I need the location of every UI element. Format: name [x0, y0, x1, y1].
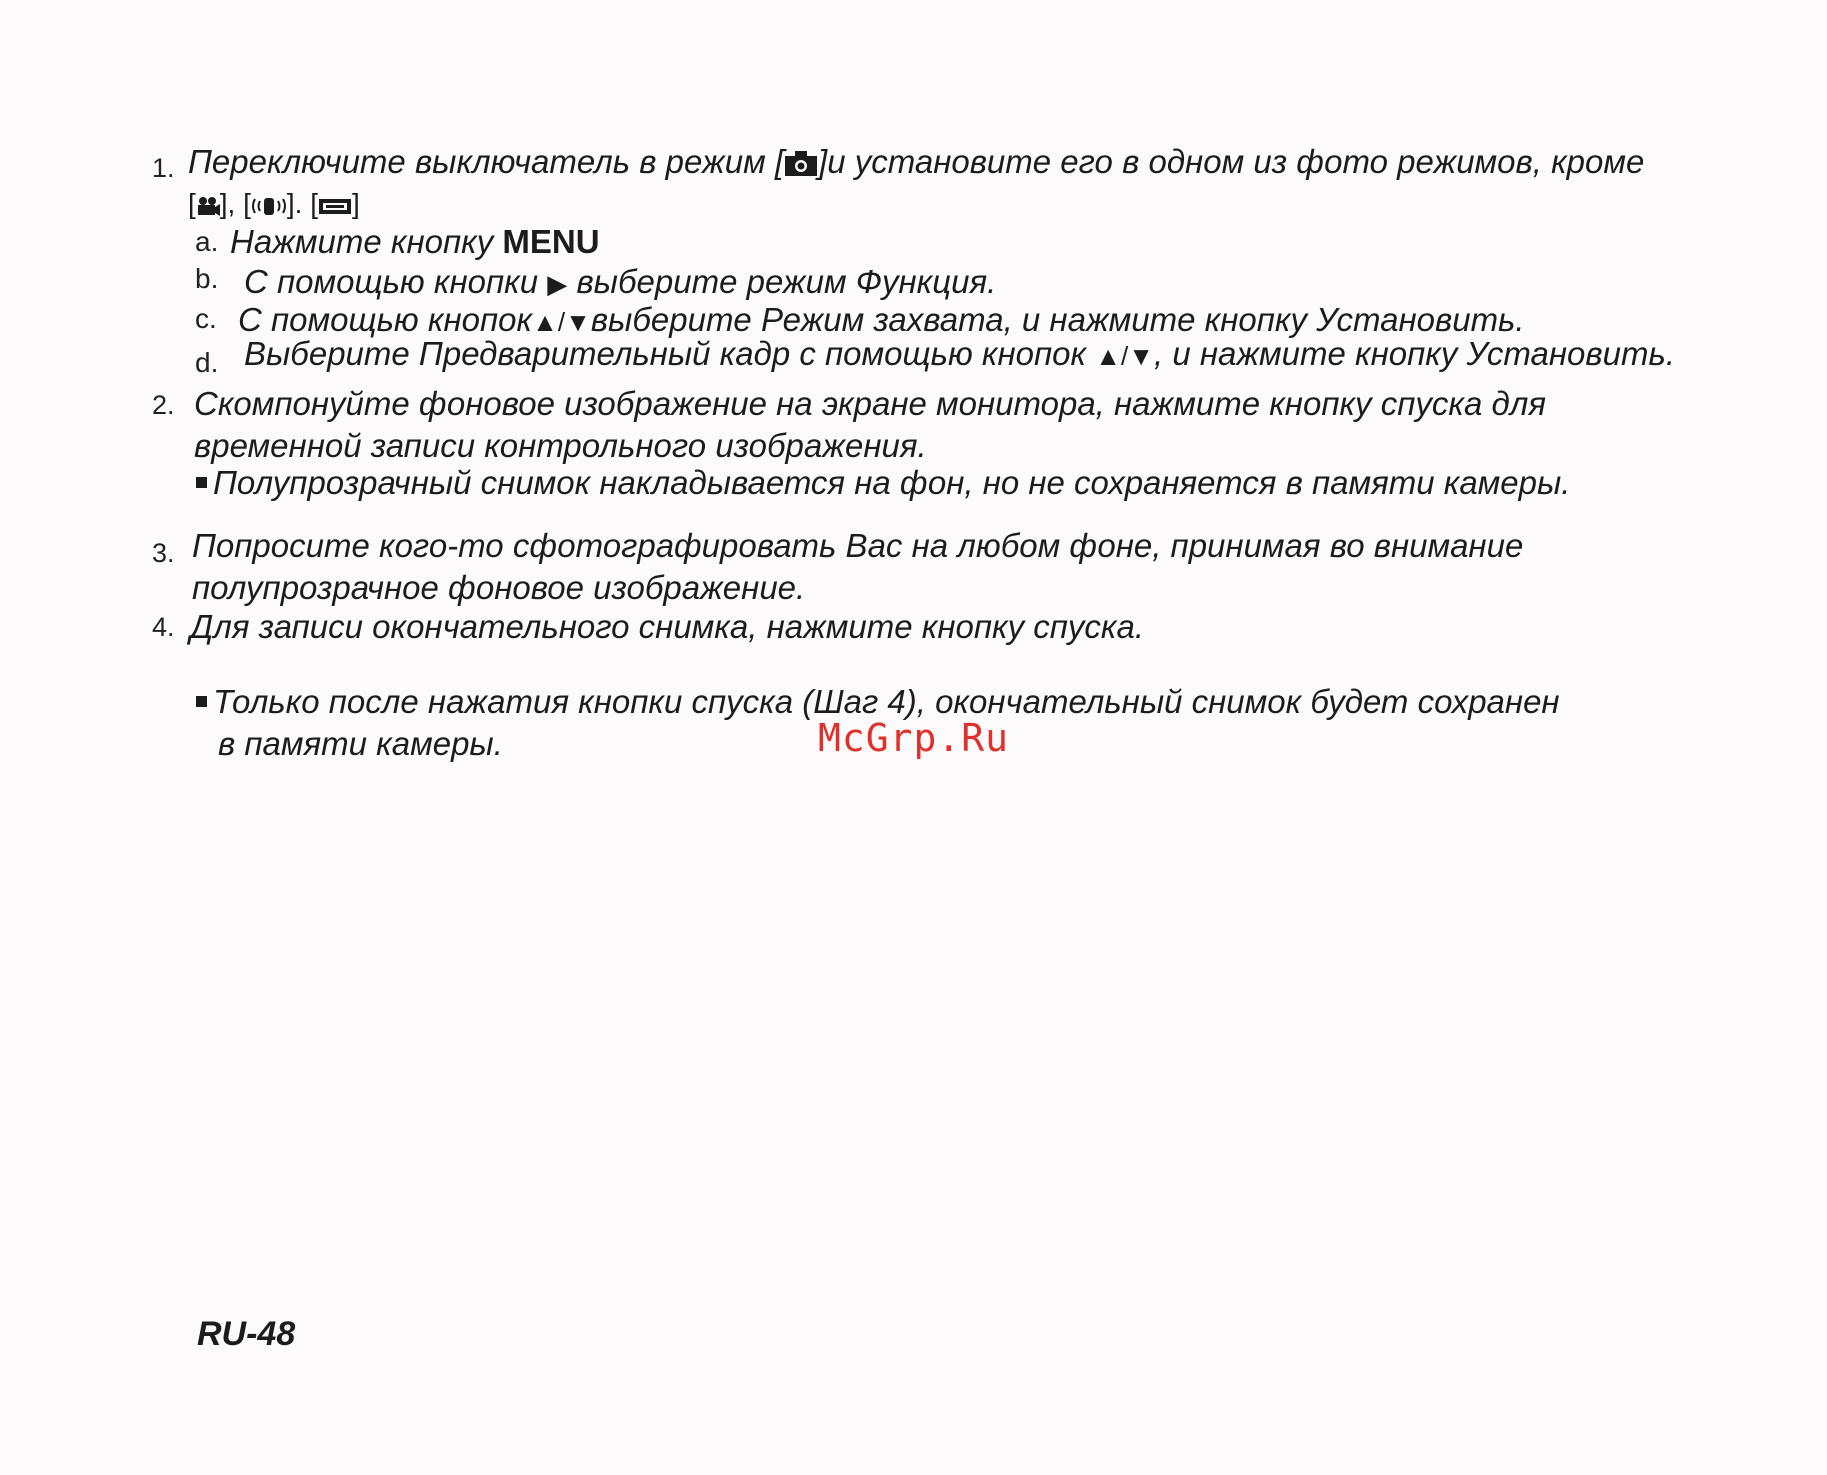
bracket-close: ]: [352, 188, 360, 219]
camera-icon: [784, 149, 818, 177]
step-1-number: 1.: [152, 153, 175, 183]
step-1-text-a: Переключите выключатель в режим [: [188, 143, 785, 180]
substep-b-text-a: С помощью кнопки: [244, 263, 548, 300]
up-down-arrow-icons: ▲/▼: [532, 307, 591, 337]
bracket-open: [: [188, 188, 196, 219]
step-1-text-b: ]и установите его в одном из фото режимов, кроме: [818, 143, 1645, 180]
step-4-line-1: Для записи окончательного снимка, нажмите кнопку спуска.: [190, 608, 1145, 645]
step-2-note: [196, 463, 1570, 503]
step-4-number: 4.: [152, 612, 175, 642]
step-1-modes: [188, 184, 360, 224]
substep-c-text-b: выберите Режим захвата, и нажмите кнопку Установить.: [590, 301, 1525, 338]
substep-b-line: [244, 262, 996, 304]
watermark: McGrp.Ru: [818, 716, 1010, 760]
step-2-line-1: Скомпонуйте фоновое изображение на экране монитора, нажмите кнопку спуска для: [194, 385, 1546, 422]
final-note-line-2: в памяти камеры.: [218, 725, 503, 762]
substep-d-label: d.: [195, 347, 219, 378]
menu-button-label: MENU: [502, 223, 600, 260]
movie-icon: [196, 195, 220, 217]
step-1-line-1: [188, 142, 1644, 182]
substep-a-line: [230, 222, 600, 262]
step-2-number: 2.: [152, 390, 175, 420]
substep-c-text-a: С помощью кнопок: [238, 301, 533, 338]
step-3-line-1: Попросите кого-то сфотографировать Вас на любом фоне, принимая во внимание: [192, 527, 1524, 564]
substep-a-label: a.: [195, 226, 219, 257]
substep-c-label: c.: [195, 303, 217, 334]
up-down-arrow-icons: ▲/▼: [1095, 341, 1154, 371]
bullet-square: [196, 696, 207, 707]
substep-a-text: Нажмите кнопку: [230, 223, 503, 260]
substep-b-label: b.: [195, 263, 219, 294]
step-3-number: 3.: [152, 538, 175, 568]
substep-d-line: [244, 334, 1675, 376]
stabilizer-icon: [251, 195, 287, 217]
step-3-line-2: полупрозрачное фоновое изображение.: [192, 569, 806, 606]
final-note-text-1: Только после нажатия кнопки спуска (Шаг 4), окончательный снимок будет сохранен: [213, 683, 1560, 720]
panorama-icon: [318, 195, 352, 217]
step-2-line-2: временной записи контрольного изображения.: [194, 427, 927, 464]
substep-b-text-b: выберите режим Функция.: [567, 263, 997, 300]
right-arrow-icon: ▶: [547, 269, 568, 299]
bullet-square: [196, 477, 207, 488]
substep-d-text-a: Выберите Предварительный кадр с помощью кнопок: [244, 335, 1096, 372]
separator-1: ], [: [219, 188, 251, 219]
page-number: RU-48: [197, 1315, 296, 1353]
step-2-note-text: Полупрозрачный снимок накладывается на фон, но не сохраняется в памяти камеры.: [213, 464, 1571, 501]
substep-d-text-b: , и нажмите кнопку Установить.: [1153, 335, 1675, 372]
separator-2: ]. [: [286, 188, 319, 219]
